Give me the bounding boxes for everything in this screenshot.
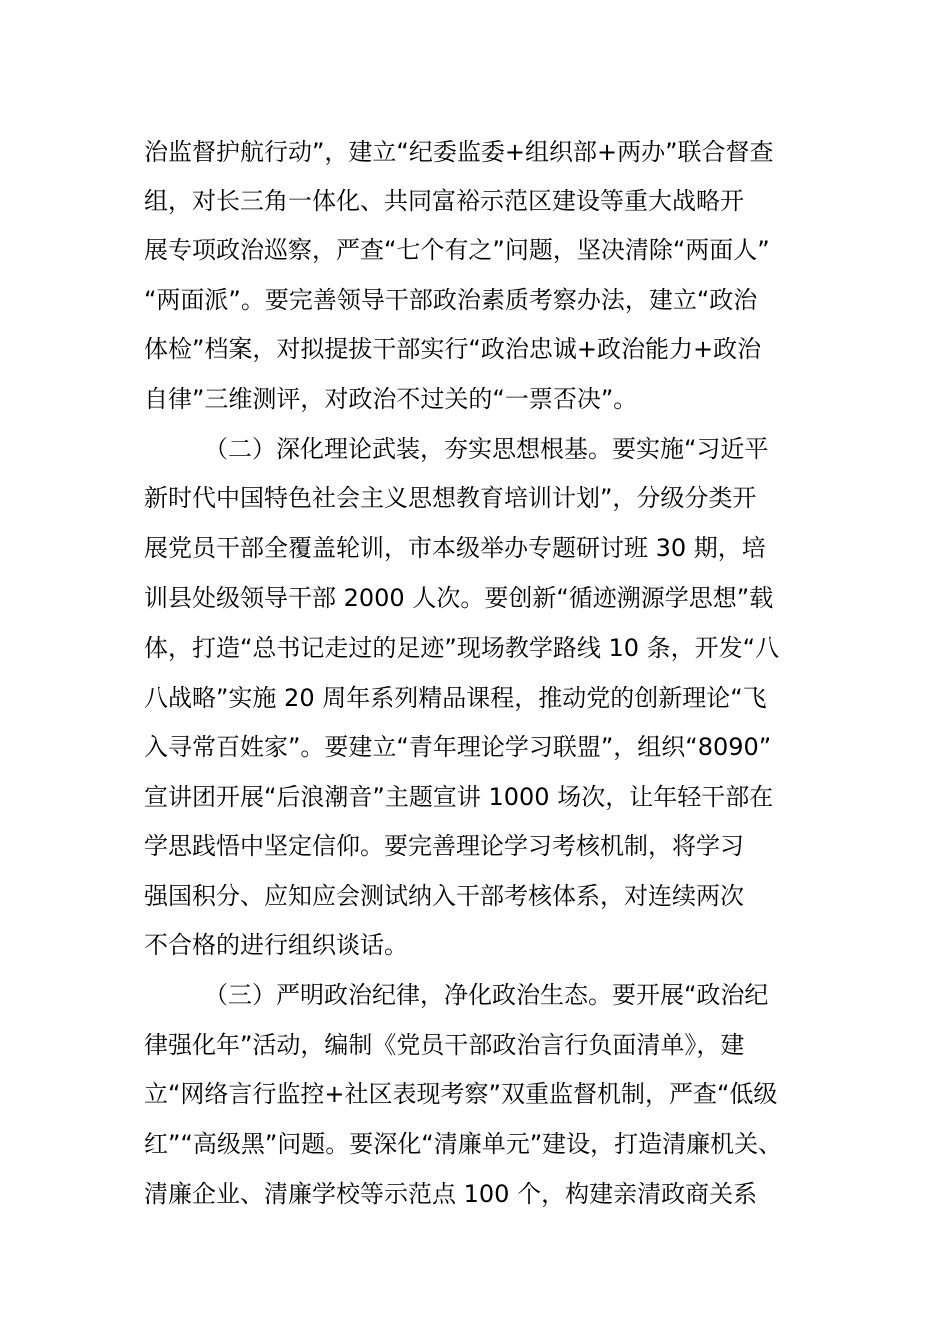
text-line: 训县处级领导干部 2000 人次。要创新“循迹溯源学思想”载 bbox=[144, 584, 774, 612]
text-line: 入寻常百姓家”。要建立“青年理论学习联盟”，组织“8090” bbox=[144, 733, 772, 761]
text-line: 强国积分、应知应会测试纳入干部考核体系，对连续两次 bbox=[144, 882, 744, 910]
text-line: 宣讲团开展“后浪潮音”主题宣讲 1000 场次，让年轻干部在 bbox=[144, 783, 774, 811]
text-line: 红”“高级黑”问题。要深化“清廉单元”建设，打造清廉机关、 bbox=[144, 1130, 783, 1158]
text-line: 组，对长三角一体化、共同富裕示范区建设等重大战略开 bbox=[144, 187, 744, 215]
text-line: 自律”三维测评，对政治不过关的“一票否决”。 bbox=[144, 385, 638, 413]
text-line: 展党员干部全覆盖轮训，市本级举办专题研讨班 30 期，培 bbox=[144, 534, 766, 562]
text-line: 新时代中国特色社会主义思想教育培训计划”，分级分类开 bbox=[144, 484, 757, 512]
text-line: 八战略”实施 20 周年系列精品课程，推动党的创新理论“飞 bbox=[144, 684, 767, 712]
text-line: 律强化年”活动，编制《党员干部政治言行负面清单》，建 bbox=[144, 1031, 745, 1059]
text-line: 体，打造“总书记走过的足迹”现场教学路线 10 条，开发“八 bbox=[144, 634, 780, 662]
text-line: 体检”档案，对拟提拔干部实行“政治忠诚+政治能力+政治 bbox=[144, 335, 762, 363]
section-heading-line: （二）深化理论武装，夯实思想根基。要实施“习近平 bbox=[204, 435, 769, 463]
text-line: 立“网络言行监控+社区表现考察”双重监督机制，严查“低级 bbox=[144, 1080, 778, 1108]
text-line: 不合格的进行组织谈话。 bbox=[144, 931, 408, 959]
text-line: 展专项政治巡察，严查“七个有之”问题，坚决清除“两面人” bbox=[144, 236, 770, 264]
text-line: “两面派”。要完善领导干部政治素质考察办法，建立“政治 bbox=[144, 286, 758, 314]
text-line: 清廉企业、清廉学校等示范点 100 个，构建亲清政商关系 bbox=[144, 1180, 758, 1208]
section-heading-line: （三）严明政治纪律，净化政治生态。要开展“政治纪 bbox=[204, 981, 769, 1009]
text-line: 学思践悟中坚定信仰。要完善理论学习考核机制，将学习 bbox=[144, 832, 744, 860]
text-line: 治监督护航行动”，建立“纪委监委+组织部+两办”联合督查 bbox=[144, 138, 774, 166]
